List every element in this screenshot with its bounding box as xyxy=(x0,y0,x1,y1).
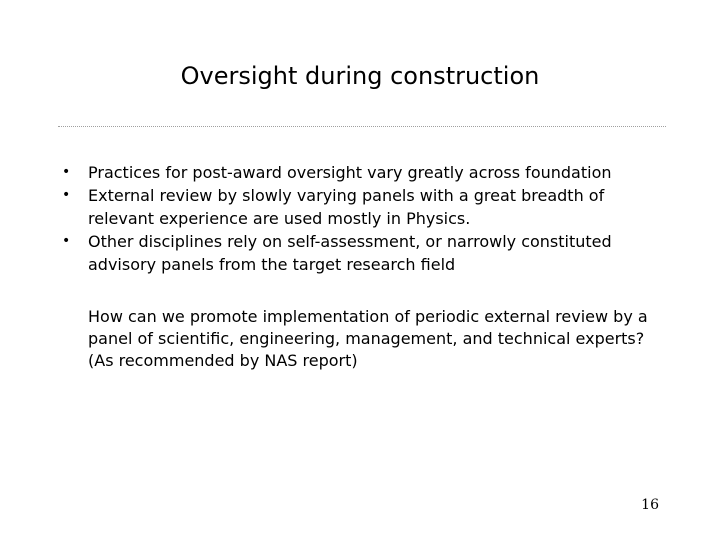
bullet-text: External review by slowly varying panels with a great breadth of relevant experience are used mostly in Physics. xyxy=(88,186,605,228)
question-paragraph: How can we promote implementation of periodic external review by a panel of scientific, engineering, management, and technical experts? (As recommended by NAS report) xyxy=(88,307,648,370)
bullet-marker: • xyxy=(62,164,71,180)
bullet-text: Practices for post-award oversight vary greatly across foundation xyxy=(88,163,612,182)
bullet-item xyxy=(0,230,720,276)
bullet-item xyxy=(0,184,720,230)
bullet-item xyxy=(0,161,720,184)
title-divider xyxy=(58,126,666,127)
bullet-marker: • xyxy=(62,187,71,203)
slide-title: Oversight during construction xyxy=(180,62,540,90)
bullet-marker: • xyxy=(62,233,71,249)
bullet-list xyxy=(0,161,720,276)
bullet-text: Other disciplines rely on self-assessment, or narrowly constituted advisory panels from the target research field xyxy=(88,232,612,274)
slide-number: 16 xyxy=(641,497,659,513)
